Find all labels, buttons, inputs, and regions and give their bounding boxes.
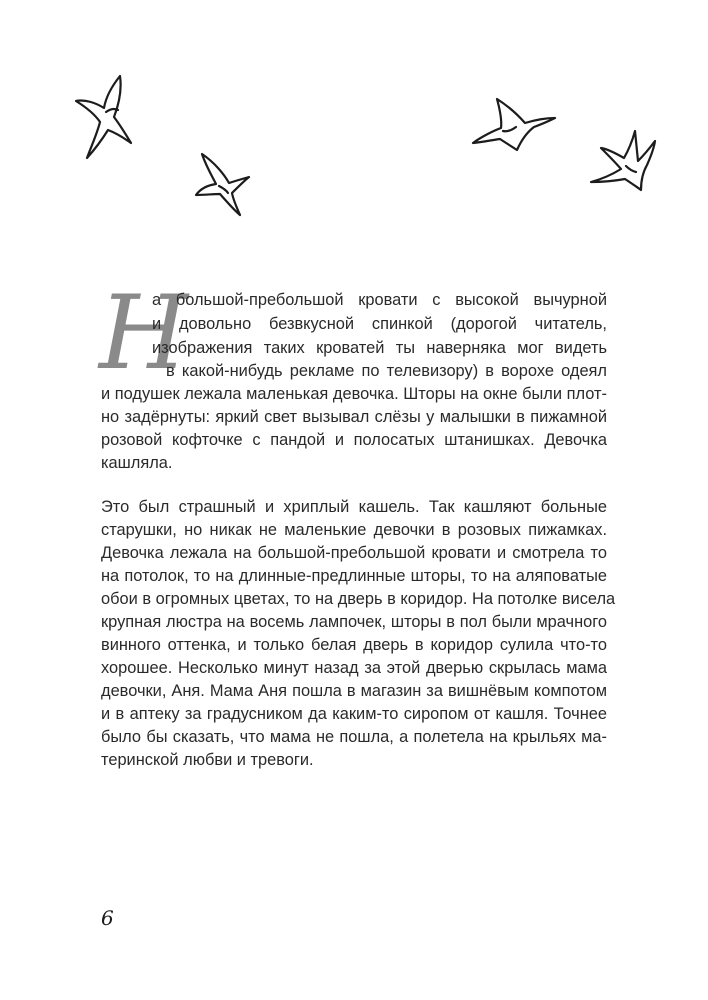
text-line: розовой кофточке с пандой и полосатых штанишках. Девочка (101, 431, 607, 449)
bird-icon (473, 99, 555, 150)
text-line: в какой-нибудь рекламе по телевизору) в ворохе одеял (166, 362, 607, 380)
text-line: кашляла. (101, 454, 173, 472)
text-line: обои в огромных цветах, то на дверь в коридор. На потолке висела (101, 590, 616, 608)
text-line: на потолок, то на длинные-предлинные шторы, то на аляповатые (101, 567, 607, 585)
text-line: и в аптеку за градусником да каким-то сиропом от кашля. Точнее (101, 705, 607, 723)
text-line: было бы сказать, что мама не пошла, а полетела на крыльях ма- (101, 728, 607, 746)
text-line: старушки, но никак не маленькие девочки в розовых пижамках. (101, 521, 607, 539)
birds-illustration (0, 0, 708, 250)
text-line: и подушек лежала маленькая девочка. Шторы на окне были плот- (101, 385, 607, 403)
text-line: изображения таких кроватей ты наверняка мог видеть (152, 339, 607, 357)
bird-icon (76, 76, 131, 158)
text-line: винного оттенка, и только белая дверь в коридор сулила что-то (101, 636, 607, 654)
text-line: теринской любви и тревоги. (101, 751, 314, 769)
drop-cap: Н (99, 274, 188, 393)
bird-icon (591, 131, 655, 190)
bird-icon (196, 154, 249, 215)
text-line: а большой-пребольшой кровати с высокой вычурной (152, 291, 607, 309)
text-line: Это был страшный и хриплый кашель. Так кашляют больные (101, 498, 607, 516)
text-line: Девочка лежала на большой-пребольшой кровати и смотрела то (101, 544, 607, 562)
text-line: и довольно безвкусной спинкой (дорогой читатель, (152, 315, 607, 333)
page-number: 6 (101, 906, 114, 930)
text-line: но задёрнуты: яркий свет вызывал слёзы у малышки в пижамной (101, 408, 607, 426)
text-line: хорошее. Несколько минут назад за этой дверью скрылась мама (101, 659, 607, 677)
text-line: девочки, Аня. Мама Аня пошла в магазин за вишнёвым компотом (101, 682, 607, 700)
text-line: крупная люстра на восемь лампочек, шторы в пол были мрачного (101, 613, 607, 631)
